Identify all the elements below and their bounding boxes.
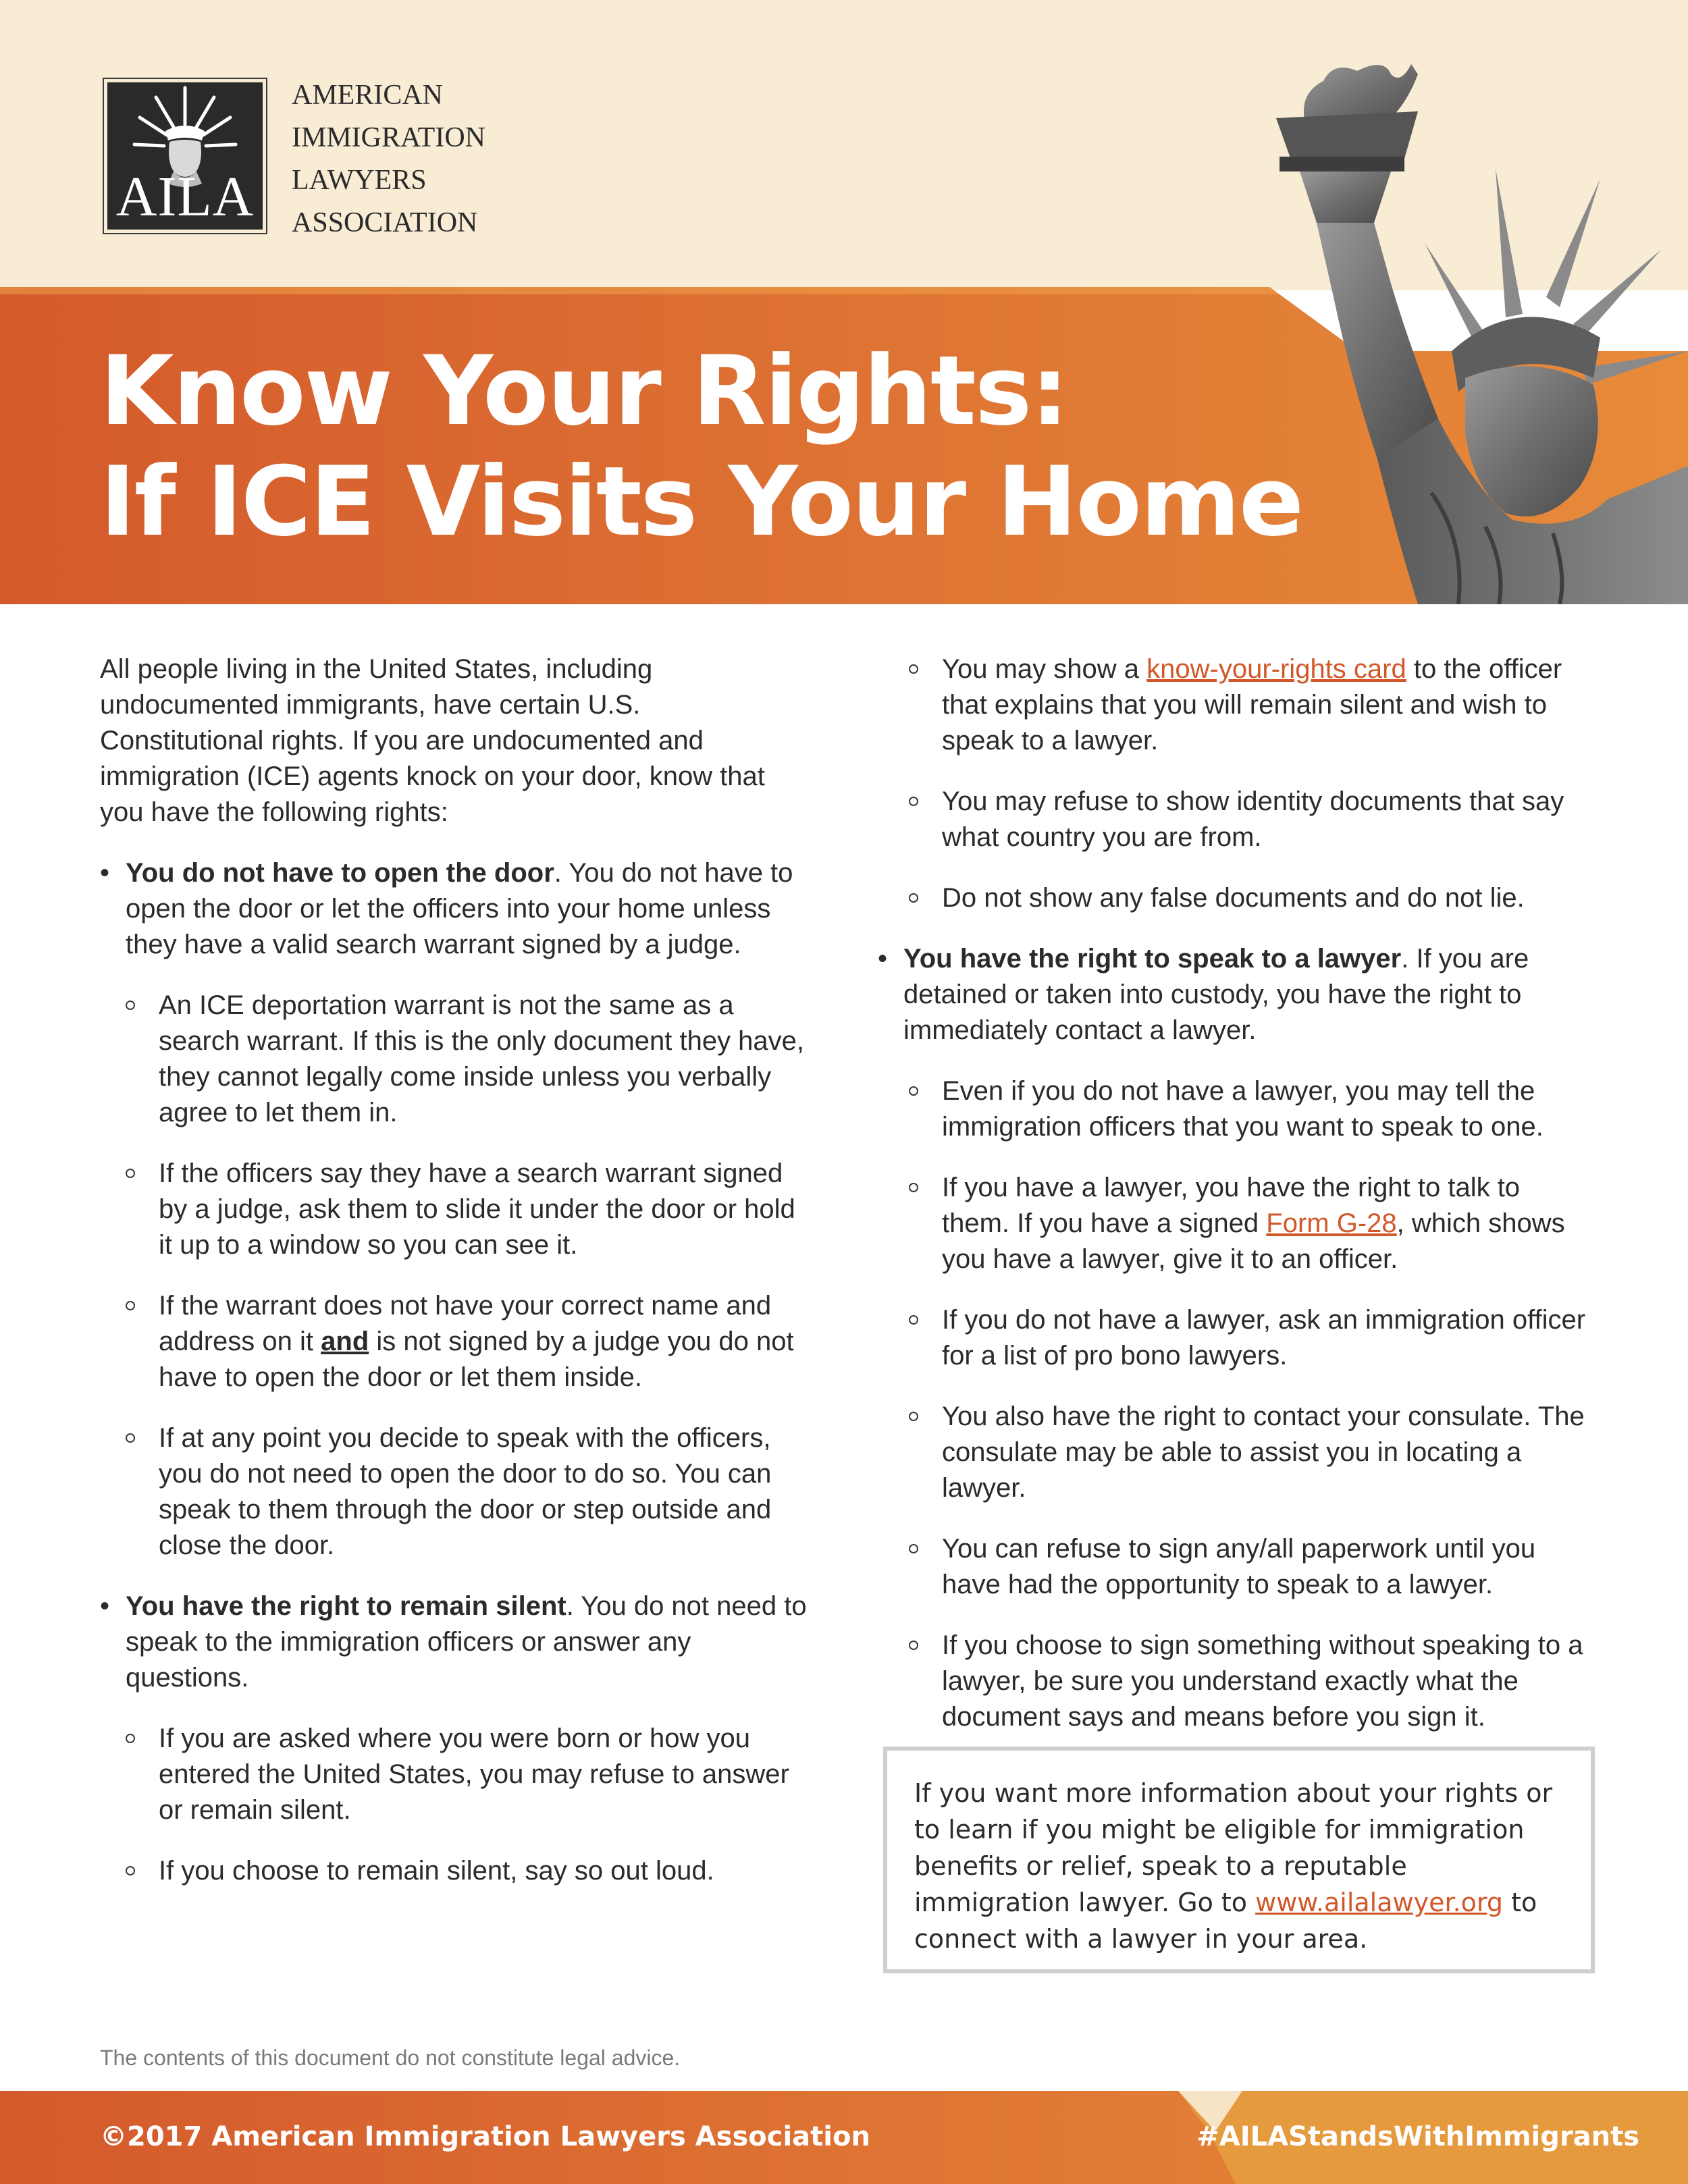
bullet-text: . If you are detained or taken into custody, you have the right to immediately contact a lawyer. <box>903 944 1529 1045</box>
sub-bullet-text: If at any point you decide to speak with the officers, you do not need to open the door to do so. You can speak to them through the door or step outside and close the door. <box>159 1423 772 1560</box>
sub-bullet <box>878 651 1593 759</box>
sub-bullet <box>878 784 1593 855</box>
form-g28-link[interactable]: Form G-28 <box>1266 1208 1397 1238</box>
sub-bullet <box>878 1302 1593 1374</box>
circle-bullet-icon <box>126 1866 135 1875</box>
sub-bullet <box>100 988 809 1131</box>
circle-bullet-icon <box>126 1301 135 1310</box>
sub-bullet-text: You may show a <box>942 654 1147 684</box>
circle-bullet-icon <box>126 1169 135 1178</box>
bullet-open-door <box>100 855 809 963</box>
sub-bullet-text: Do not show any false documents and do not lie. <box>942 883 1525 913</box>
sub-bullet-text: If you have a lawyer, you have the right to talk to them. If you have a signed <box>942 1173 1521 1238</box>
bullet-text: . You do not have to open the door or let the officers into your home unless they have a valid search warrant signed by a judge. <box>126 858 793 959</box>
circle-bullet-icon <box>909 1086 918 1096</box>
sub-bullet-text: If you choose to remain silent, say so out loud. <box>159 1856 714 1886</box>
left-column <box>100 651 809 1914</box>
org-name-line: ASSOCIATION <box>292 207 478 238</box>
info-text: If you want more information about your rights or to learn if you might be eligible for immigration benefits or relief, speak to a reputable immigration lawyer. Go to <box>914 1778 1553 1917</box>
sub-bullet-text: , which shows you have a lawyer, give it to an officer. <box>942 1208 1565 1274</box>
circle-bullet-icon <box>126 1433 135 1443</box>
sub-bullet <box>878 1170 1593 1277</box>
emphasis-and: and <box>321 1327 369 1356</box>
circle-bullet-icon <box>126 1001 135 1010</box>
bullet-icon: • <box>878 944 888 974</box>
bullet-icon: • <box>100 1591 110 1621</box>
sub-bullet-text: If you are asked where you were born or how you entered the United States, you may refuse to answer or remain silent. <box>159 1724 789 1825</box>
sub-bullet <box>100 1853 809 1889</box>
sub-bullet-text: An ICE deportation warrant is not the same as a search warrant. If this is the only document they have, they cannot legally come inside unless you verbally agree to let them in. <box>159 990 805 1127</box>
circle-bullet-icon <box>909 893 918 903</box>
legal-disclaimer: The contents of this document do not constitute legal advice. <box>100 2046 681 2070</box>
sub-bullet <box>878 1073 1593 1145</box>
sub-bullet <box>878 1399 1593 1506</box>
org-name-line: AMERICAN <box>292 80 444 111</box>
bullet-speak-to-lawyer <box>878 941 1593 1048</box>
sub-bullet <box>100 1420 809 1564</box>
circle-bullet-icon <box>909 1641 918 1650</box>
bullet-heading: You have the right to speak to a lawyer <box>903 944 1402 974</box>
circle-bullet-icon <box>909 797 918 806</box>
hashtag-text: #AILAStandsWithImmigrants <box>1196 2121 1639 2152</box>
bullet-remain-silent <box>100 1589 809 1696</box>
circle-bullet-icon <box>126 1734 135 1743</box>
circle-bullet-icon <box>909 1544 918 1553</box>
bullet-text: . You do not need to speak to the immigration officers or answer any questions. <box>126 1591 807 1693</box>
title-line-2: If ICE Visits Your Home <box>100 446 1303 558</box>
sub-bullet-text: You can refuse to sign any/all paperwork until you have had the opportunity to speak to a lawyer. <box>942 1534 1536 1599</box>
know-your-rights-card-link[interactable]: know-your-rights card <box>1146 654 1406 684</box>
right-column <box>878 651 1593 1760</box>
bullet-icon: • <box>100 858 110 888</box>
sub-bullet <box>878 880 1593 916</box>
title-line-1: Know Your Rights: <box>100 336 1068 447</box>
sub-bullet-text: You may refuse to show identity documents that say what country you are from. <box>942 787 1564 852</box>
more-info-box <box>883 1747 1595 1973</box>
ailalawyer-link[interactable]: www.ailalawyer.org <box>1255 1888 1503 1917</box>
bullet-heading: You do not have to open the door <box>126 858 554 888</box>
org-name-line: LAWYERS <box>292 165 427 196</box>
sub-bullet-text: If you do not have a lawyer, ask an immigration officer for a list of pro bono lawyers. <box>942 1305 1586 1370</box>
sub-bullet-text: is not signed by a judge you do not have to open the door or let them inside. <box>159 1327 794 1392</box>
sub-bullet <box>100 1156 809 1263</box>
sub-bullet <box>100 1288 809 1395</box>
org-name-line: IMMIGRATION <box>292 122 485 153</box>
sub-bullet-text: If you choose to sign something without speaking to a lawyer, be sure you understand exactly what the document says and means before you sign it. <box>942 1630 1583 1732</box>
sub-bullet-text: You also have the right to contact your consulate. The consulate may be able to assist you in locating a lawyer. <box>942 1402 1585 1503</box>
sub-bullet <box>878 1531 1593 1603</box>
logo-text: AILA <box>115 165 255 228</box>
page-title <box>100 336 1302 558</box>
circle-bullet-icon <box>909 1412 918 1421</box>
sub-bullet-text: Even if you do not have a lawyer, you may tell the immigration officers that you want to speak to one. <box>942 1076 1544 1142</box>
circle-bullet-icon <box>909 664 918 674</box>
circle-bullet-icon <box>909 1315 918 1325</box>
sub-bullet <box>100 1721 809 1828</box>
info-text: to connect with a lawyer in your area. <box>914 1888 1537 1954</box>
sub-bullet-text: If the warrant does not have your correct name and address on it <box>159 1291 772 1356</box>
copyright-text: ©2017 American Immigration Lawyers Association <box>100 2121 870 2152</box>
sub-bullet-text: If the officers say they have a search warrant signed by a judge, ask them to slide it under the door or hold it up to a window so you can see it. <box>159 1158 795 1260</box>
circle-bullet-icon <box>909 1183 918 1192</box>
sub-bullet-text: to the officer that explains that you will remain silent and wish to speak to a lawyer. <box>942 654 1562 755</box>
intro-paragraph: All people living in the United States, including undocumented immigrants, have certain U.S. Constitutional rights. If you are undocumented and immigration (ICE) agents knock on your door, know that you have the following rights: <box>100 654 765 827</box>
bullet-heading: You have the right to remain silent <box>126 1591 566 1621</box>
sub-bullet <box>878 1628 1593 1735</box>
